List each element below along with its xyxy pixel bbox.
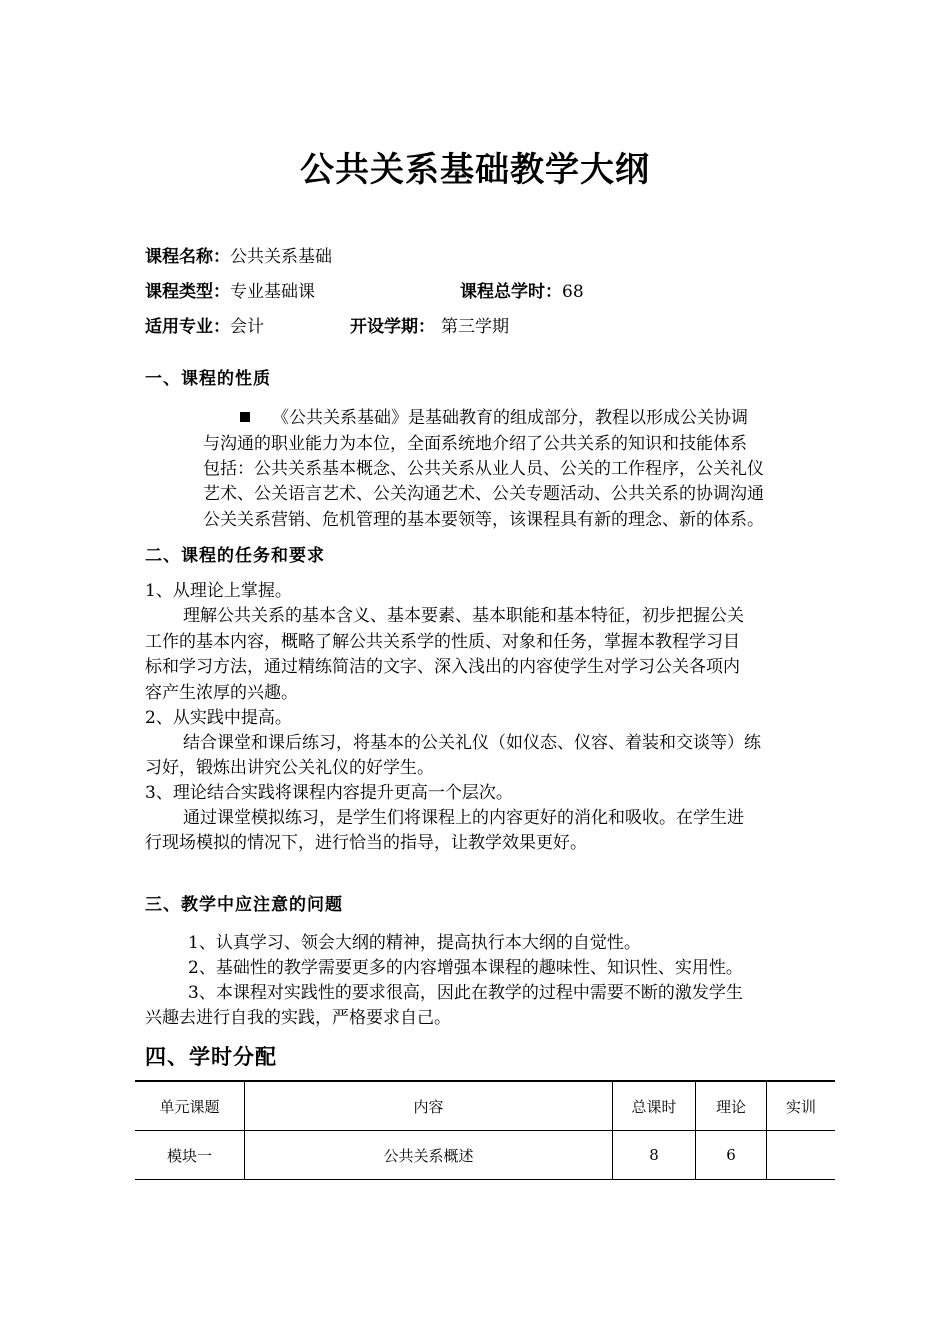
square-bullet-icon — [240, 412, 250, 422]
total-hours-label: 课程总学时： — [460, 282, 562, 302]
major-row — [145, 312, 264, 337]
cell-total-hours: 8 — [613, 1131, 696, 1180]
section3-line: 3、本课程对实践性的要求很高，因此在教学的过程中需要不断的激发学生 — [188, 983, 743, 1003]
section1-line: 与沟通的职业能力为本位，全面系统地介绍了公共关系的知识和技能体系 — [203, 434, 747, 454]
semester-value: 第三学期 — [441, 317, 509, 337]
major-value: 会计 — [230, 317, 264, 337]
section2-line: 理解公共关系的基本含义、基本要素、基本职能和基本特征，初步把握公关 — [183, 606, 744, 626]
section2-line: 容产生浓厚的兴趣。 — [145, 683, 298, 703]
section3-line: 兴趣去进行自我的实践，严格要求自己。 — [145, 1008, 451, 1028]
course-type-value: 专业基础课 — [230, 282, 315, 302]
course-name-label: 课程名称： — [145, 247, 230, 267]
cell-content: 公共关系概述 — [245, 1131, 613, 1180]
semester-label: 开设学期： — [350, 317, 435, 337]
course-name-row — [145, 242, 332, 267]
section3-heading: 三、教学中应注意的问题 — [145, 895, 343, 915]
cell-theory: 6 — [696, 1131, 767, 1180]
table-row — [135, 1131, 835, 1180]
col-header-theory: 理论 — [696, 1081, 767, 1131]
section2-line: 2、从实践中提高。 — [145, 708, 292, 728]
document-title: 公共关系基础教学大纲 — [300, 150, 650, 190]
section2-heading: 二、课程的任务和要求 — [145, 546, 325, 566]
section1-line: 公关关系营销、危机管理的基本要领等，该课程具有新的理念、新的体系。 — [203, 510, 764, 530]
col-header-content: 内容 — [245, 1081, 613, 1131]
section1-line: 包括：公共关系基本概念、公共关系从业人员、公关的工作程序，公关礼仪 — [203, 459, 764, 479]
course-type-row — [145, 277, 315, 302]
section2-line: 1、从理论上掌握。 — [145, 581, 292, 601]
section2-line: 标和学习方法，通过精练简洁的文字、深入浅出的内容使学生对学习公关各项内 — [145, 657, 740, 677]
section2-line: 3、理论结合实践将课程内容提升更高一个层次。 — [145, 783, 513, 803]
cell-unit: 模块一 — [135, 1131, 245, 1180]
cell-practice — [767, 1131, 836, 1180]
col-header-total-hours: 总课时 — [613, 1081, 696, 1131]
section2-line: 行现场模拟的情况下，进行恰当的指导，让教学效果更好。 — [145, 833, 587, 853]
section1-line: 艺术、公关语言艺术、公关沟通艺术、公关专题活动、公共关系的协调沟通 — [203, 484, 764, 504]
semester-row — [350, 312, 509, 337]
section4-heading: 四、学时分配 — [145, 1045, 277, 1069]
section2-line: 通过课堂模拟练习，是学生们将课程上的内容更好的消化和吸收。在学生进 — [183, 808, 744, 828]
section1-line: 《公共关系基础》是基础教育的组成部分，教程以形成公关协调 — [240, 403, 748, 428]
course-name-value: 公共关系基础 — [230, 247, 332, 267]
col-header-practice: 实训 — [767, 1081, 836, 1131]
section2-line: 习好，锻炼出讲究公关礼仪的好学生。 — [145, 758, 434, 778]
col-header-unit: 单元课题 — [135, 1081, 245, 1131]
section2-line: 结合课堂和课后练习，将基本的公关礼仪（如仪态、仪容、着装和交谈等）练 — [183, 733, 761, 753]
section2-line: 工作的基本内容，概略了解公共关系学的性质、对象和任务，掌握本教程学习目 — [145, 632, 740, 652]
total-hours-row — [460, 277, 584, 302]
course-type-label: 课程类型： — [145, 282, 230, 302]
total-hours-value: 68 — [562, 282, 584, 302]
table-header-row — [135, 1081, 835, 1131]
section1-heading: 一、课程的性质 — [145, 369, 271, 389]
section3-line: 2、基础性的教学需要更多的内容增强本课程的趣味性、知识性、实用性。 — [188, 958, 743, 978]
hours-table — [135, 1080, 835, 1180]
major-label: 适用专业： — [145, 317, 230, 337]
section3-line: 1、认真学习、领会大纲的精神，提高执行本大纲的自觉性。 — [188, 933, 641, 953]
